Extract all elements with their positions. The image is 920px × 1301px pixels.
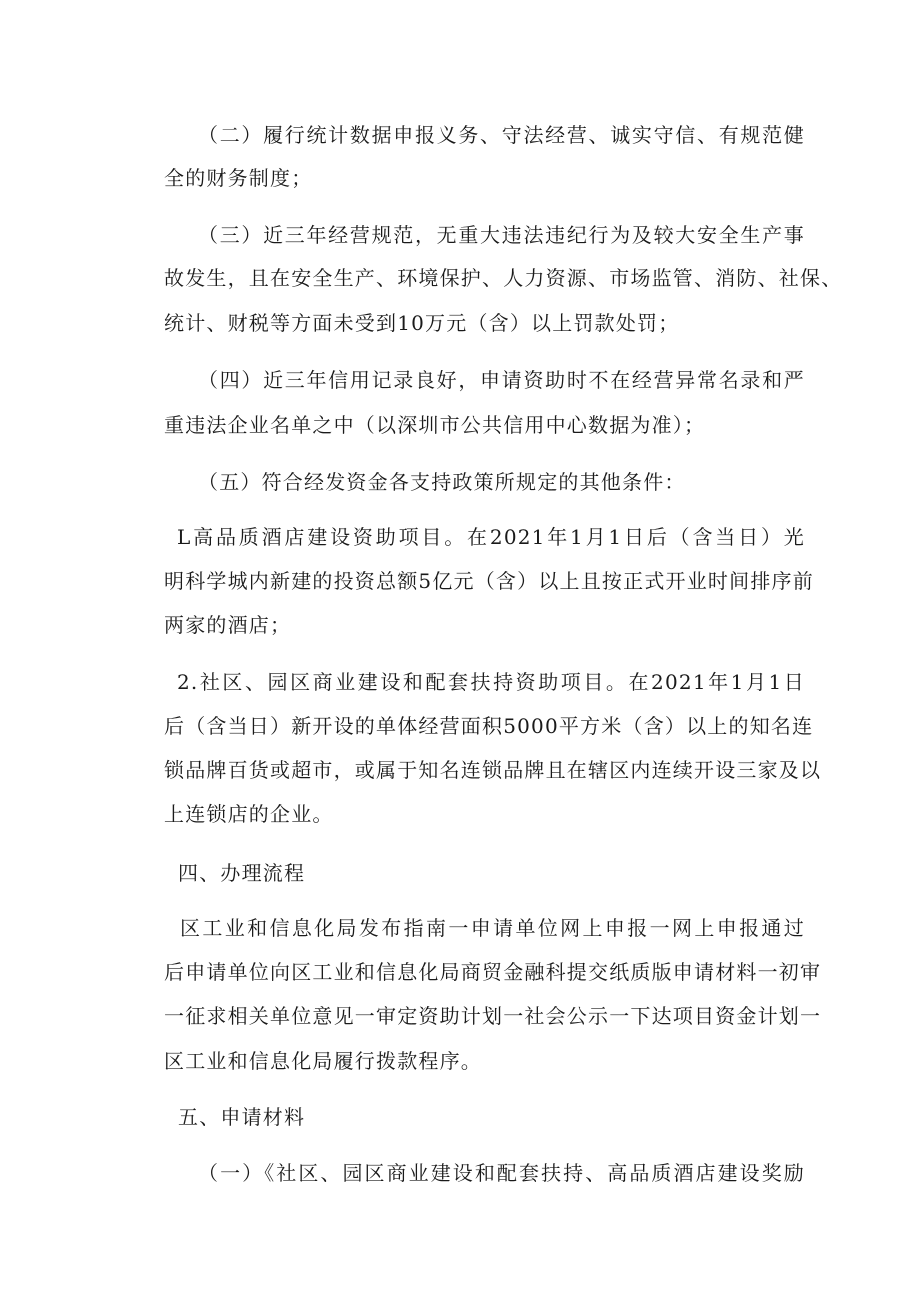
process-line-2: 后申请单位向区工业和信息化局商贸金融科提交纸质版申请材料一初审	[164, 960, 822, 984]
process-line-3: 一征求相关单位意见一审定资助计划一社会公示一下达项目资金计划一	[164, 1004, 822, 1028]
material-1-line-1: （一）《社区、园区商业建设和配套扶持、高品质酒店建设奖励	[198, 1161, 805, 1185]
item-4-line-2: 重违法企业名单之中（以深圳市公共信用中心数据为准）；	[164, 413, 706, 437]
section-heading-materials: 五、申请材料	[178, 1105, 306, 1129]
item-2-line-2: 全的财务制度；	[164, 166, 313, 190]
item-3-line-3: 统计、财税等方面未受到10万元（含）以上罚款处罚；	[164, 311, 680, 335]
section-heading-process: 四、办理流程	[178, 861, 306, 885]
sub-2-line-3: 锁品牌百货或超市，或属于知名连锁品牌且在辖区内连续开设三家及以	[164, 758, 822, 782]
item-2-line-1: （二）履行统计数据申报义务、守法经营、诚实守信、有规范健	[198, 123, 805, 147]
item-3-line-1: （三）近三年经营规范，无重大违法违纪行为及较大安全生产事	[198, 223, 805, 247]
item-4-line-1: （四）近三年信用记录良好，申请资助时不在经营异常名录和严	[198, 368, 805, 392]
item-5-line-1: （五）符合经发资金各支持政策所规定的其他条件：	[198, 470, 686, 494]
sub-1-line-1: L高品质酒店建设资助项目。在2021年1月1日后（含当日）光	[177, 525, 805, 549]
process-line-1: 区工业和信息化局发布指南一申请单位网上申报一网上申报通过	[180, 916, 805, 940]
sub-1-line-2: 明科学城内新建的投资总额5亿元（含）以上且按正式开业时间排序前	[164, 569, 814, 593]
item-3-line-2: 故发生，且在安全生产、环境保护、人力资源、市场监管、消防、社保、	[164, 266, 843, 290]
sub-2-line-2: 后（含当日）新开设的单体经营面积5000平方米（含）以上的知名连	[164, 714, 814, 738]
sub-2-line-1: 2.社区、园区商业建设和配套扶持资助项目。在2021年1月1日	[177, 670, 805, 694]
process-line-4: 区工业和信息化局履行拨款程序。	[164, 1049, 482, 1073]
sub-2-line-4: 上连锁店的企业。	[164, 802, 334, 826]
sub-1-line-3: 两家的酒店；	[164, 613, 292, 637]
